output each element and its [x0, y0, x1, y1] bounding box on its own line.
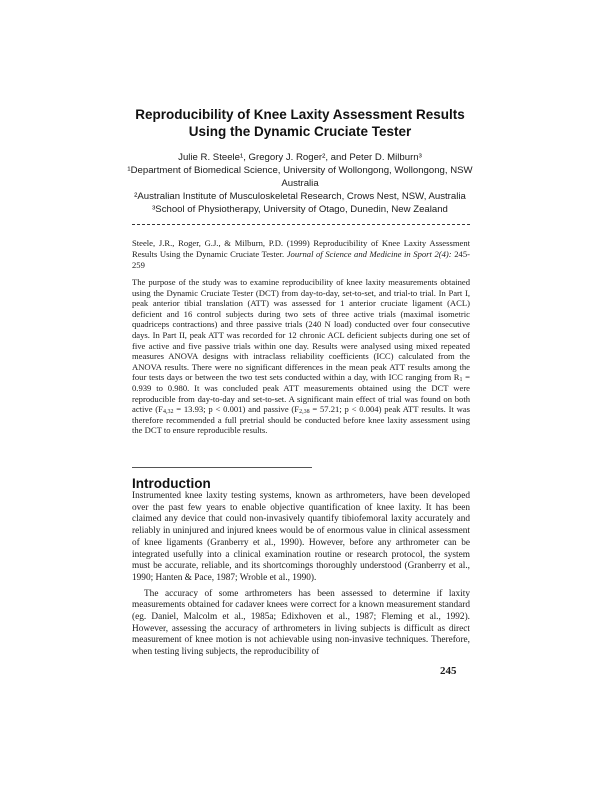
abstract	[132, 277, 470, 436]
abstract-part-2: = 0.939 to 0.980. It was concluded peak ATT measurements obtained using the DCT were reproducible from day-to-day and set-to-set. A significant main effect of trial was found on both active (F	[132, 372, 470, 415]
affiliation-1-line-2: Australia	[281, 178, 319, 189]
affiliation-3: ³School of Physiotherapy, University of Otago, Dunedin, New Zealand	[152, 204, 448, 215]
affiliation-2: ²Australian Institute of Musculoskeletal Research, Crows Nest, NSW, Australia	[134, 191, 466, 202]
title-line-1: Reproducibility of Knee Laxity Assessment Results	[135, 107, 465, 122]
section-heading-introduction: Introduction	[132, 476, 211, 491]
abstract-part-4: = 57.21; p < 0.004) peak ATT results. It was therefore recommended a full pretrial should be conducted before knee laxity assessment using the DCT to ensure reproducible results.	[132, 404, 470, 436]
author-names: Julie R. Steele¹, Gregory J. Roger², and Peter D. Milburn³	[178, 152, 422, 163]
introduction-body	[132, 491, 470, 659]
affiliation-1-line-1: ¹Department of Biomedical Science, University of Wollongong, Wollongong, NSW	[127, 165, 473, 176]
article-title	[100, 106, 500, 140]
title-line-2: Using the Dynamic Cruciate Tester	[188, 124, 412, 139]
citation-journal: Journal of Science and Medicine in Sport 2(4):	[286, 249, 452, 259]
citation-pages: 245-259	[132, 249, 470, 270]
author-block	[100, 151, 500, 216]
f-active-subscript: 4,32	[162, 409, 174, 416]
page-number: 245	[440, 665, 457, 677]
f-passive-subscript: 2,38	[299, 409, 310, 416]
abstract-part-3: = 13.93; p < 0.001) and passive (F	[173, 404, 300, 415]
abstract-divider	[132, 467, 312, 468]
introduction-paragraph-2: The accuracy of some arthrometers has been assessed to determine if laxity measurements obtained for cadaver knees were correct for a known measurement standard (eg. Daniel, Malcolm et al., 1985a; Edixhoven et al., 1987; Fleming et al., 1992). However, assessing the accuracy of arthrometers in living subjects is difficult as direct measurement of knee motion is not achievable using non-invasive techniques. Therefore, when testing living subjects, the reproducibility of	[132, 588, 470, 658]
introduction-paragraph-1: Instrumented knee laxity testing systems, known as arthrometers, have been developed over the past few years to enable objective quantification of knee laxity. It has been claimed any device that could non-invasively quantify tibiofemoral laxity accurately and reliably in uninjured and injured knees would be of enormous value in clinical assessment of knee ligaments (Granberry et al., 1990). However, before any arthrometer can be integrated usefully into a clinical examination routine or research protocol, the system must be accurate, reliable, and its shortcomings thoroughly understood (Granberry et al., 1990; Hanten & Pace, 1987; Wroble et al., 1990).	[132, 491, 470, 583]
abstract-part-1: The purpose of the study was to examine reproducibility of knee laxity measurements obtained using the Dynamic Cruciate Tester (DCT) from day-to-day, set-to-set, and trial-to trial. In Part I, peak anterior tibial translation (ATT) was assessed for 1 anterior cruciate ligament (ACL) deficient and 16 control subjects during two sets of three active trials (maximal isometric quadriceps contractions) and three passive trials (240 N load) conducted over four consecutive days. In Part II, peak ATT was recorded for 12 chronic ACL deficient subjects during one set of five active and five passive trials within one day. Results were analysed using mixed repeated measures ANOVA designs with intraclass reliability coefficients (ICC) calculated from the ANOVA results. There were no significant differences in the mean peak ATT results among the four tests days or between the two test sets conducted within a day, with ICC ranging from R	[132, 277, 470, 383]
citation-text: Steele, J.R., Roger, G.J., & Milburn, P.D. (1999) Reproducibility of Knee Laxity Assessment Results Using the Dynamic Cruciate Tester.	[132, 238, 470, 259]
citation	[132, 238, 470, 271]
r-subscript: 1	[459, 377, 463, 384]
header-divider	[132, 224, 470, 225]
